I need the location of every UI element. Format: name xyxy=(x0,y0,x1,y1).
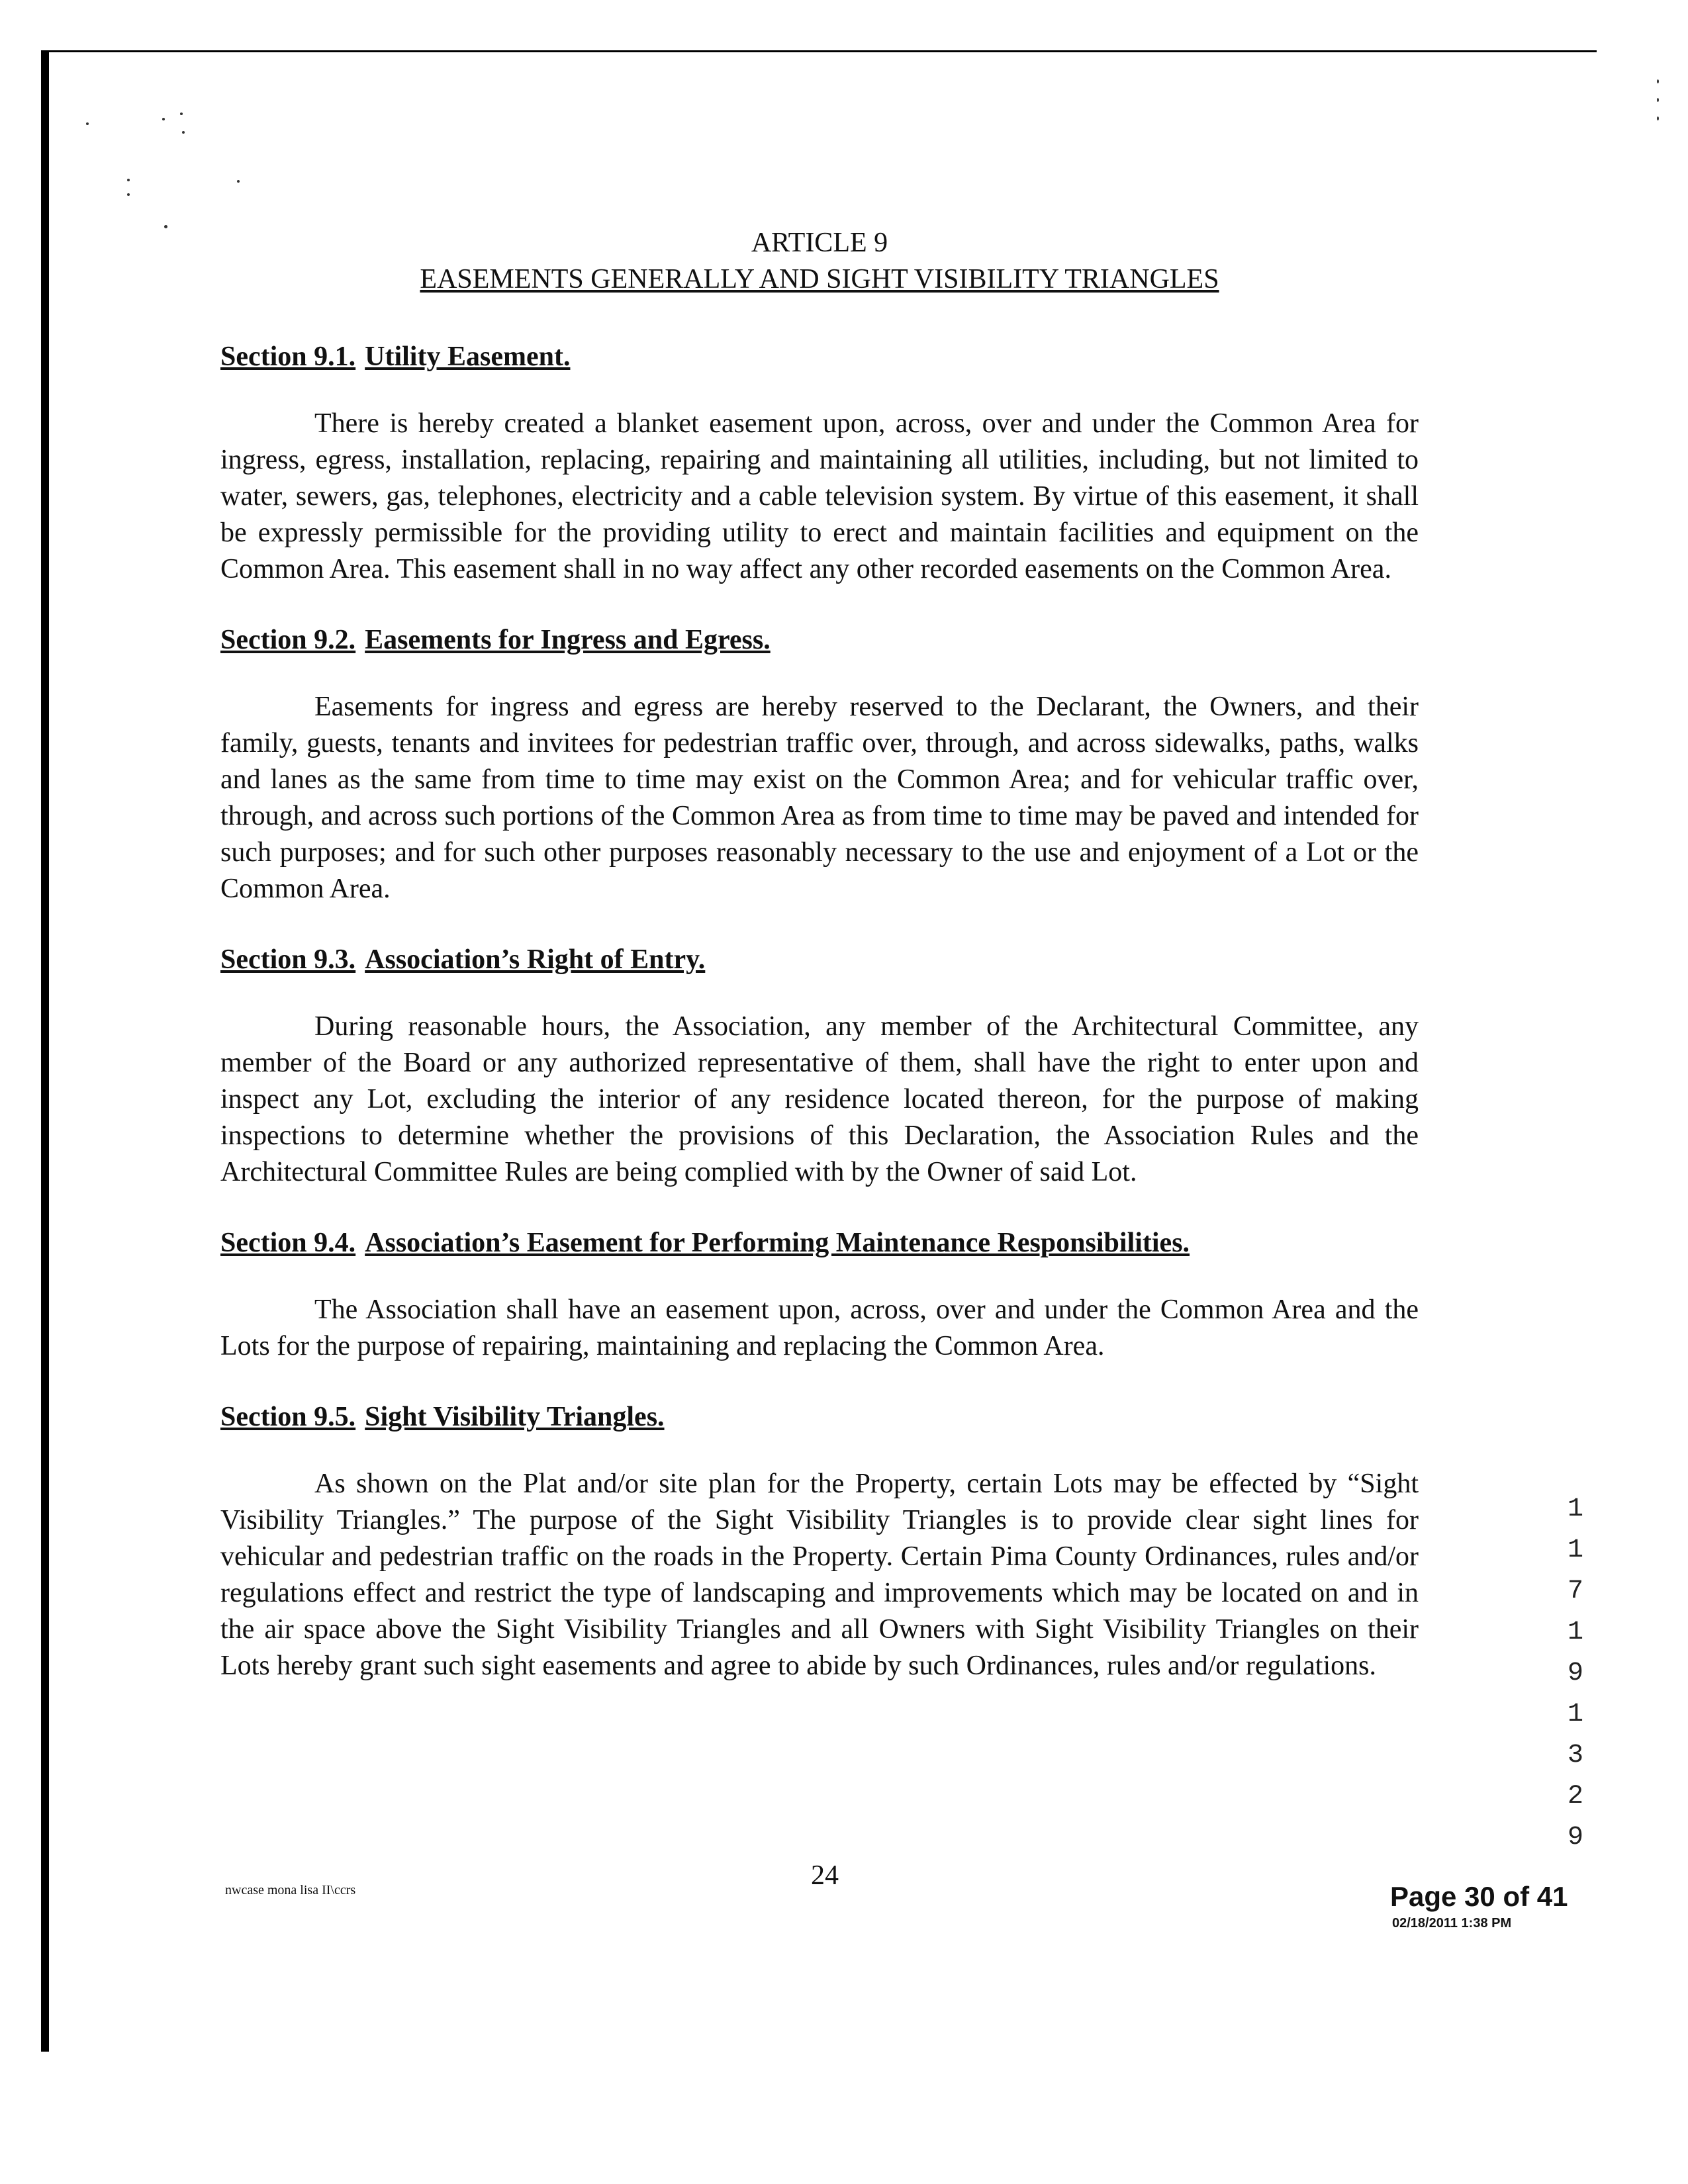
section-number: Section 9.1. xyxy=(220,341,356,372)
scan-speck xyxy=(237,180,240,183)
recorder-timestamp: 02/18/2011 1:38 PM xyxy=(1392,1916,1512,1931)
recorder-page-label: Page 30 of 41 xyxy=(1390,1881,1568,1912)
article-title: EASEMENTS GENERALLY AND SIGHT VISIBILITY TRIANGLES xyxy=(420,264,1219,295)
section-heading xyxy=(220,1399,1419,1435)
scan-speck xyxy=(86,122,89,125)
section-heading xyxy=(220,942,1419,978)
section-heading xyxy=(220,1225,1419,1261)
footer-file-reference: nwcase mona lisa II\ccrs xyxy=(225,1883,356,1897)
document-body xyxy=(220,225,1419,1719)
section-body: There is hereby created a blanket easement upon, across, over and under the Common Area for ingress, egress, installation, replacing, repairing and maintaining all utilities, including, but not limited to water, sewers, gas, telephones, electricity and a cable television system. By virtue of this easement, it shall be expressly permissible for the providing utility to erect and maintain facilities and equipment on the Common Area. This easement shall in no way affect any other recorded easements on the Common Area. xyxy=(220,408,1419,584)
section-9-2 xyxy=(220,622,1419,907)
section-9-1 xyxy=(220,339,1419,588)
scan-speck xyxy=(1657,116,1659,120)
section-9-5 xyxy=(220,1399,1419,1684)
section-body: Easements for ingress and egress are hereby reserved to the Declarant, the Owners, and their family, guests, tenants and invitees for pedestrian traffic over, through, and across sidewalks, paths, walks and lanes as the same from time to time may exist on the Common Area; and for vehicular traffic over, through, and across such portions of the Common Area as from time to time may be paved and intended for such purposes; and for such other purposes reasonably necessary to the use and enjoyment of a Lot or the Common Area. xyxy=(220,692,1419,904)
section-title: Association’s Easement for Performing Maintenance Responsibilities. xyxy=(365,1228,1190,1258)
section-heading xyxy=(220,622,1419,659)
section-9-4 xyxy=(220,1225,1419,1365)
section-number: Section 9.4. xyxy=(220,1228,356,1258)
article-number: ARTICLE 9 xyxy=(751,228,888,258)
section-number: Section 9.2. xyxy=(220,625,356,655)
scan-speck xyxy=(127,193,130,196)
section-number: Section 9.5. xyxy=(220,1402,356,1432)
section-title: Utility Easement. xyxy=(365,341,571,372)
section-heading xyxy=(220,339,1419,375)
scan-speck xyxy=(164,225,167,228)
scan-speck xyxy=(180,113,183,115)
scan-top-border xyxy=(41,50,1597,52)
recording-margin-number: 11719 1329 xyxy=(1567,1494,1583,1852)
scan-left-border xyxy=(41,50,49,2052)
scan-speck xyxy=(182,131,185,134)
section-title: Sight Visibility Triangles. xyxy=(365,1402,665,1432)
section-9-3 xyxy=(220,942,1419,1191)
scan-speck xyxy=(127,179,130,181)
section-number: Section 9.3. xyxy=(220,944,356,975)
section-title: Easements for Ingress and Egress. xyxy=(365,625,771,655)
section-title: Association’s Right of Entry. xyxy=(365,944,706,975)
section-body: The Association shall have an easement upon, across, over and under the Common Area and the Lots for the purpose of repairing, maintaining and replacing the Common Area. xyxy=(220,1295,1419,1361)
section-body: During reasonable hours, the Association, any member of the Architectural Committee, any member of the Board or any authorized representative of them, shall have the right to enter upon and inspect any Lot, excluding the interior of any residence located thereon, for the purpose of making inspections to determine whether the provisions of this Declaration, the Association Rules and the Architectural Committee Rules are being complied with by the Owner of said Lot. xyxy=(220,1011,1419,1187)
footer-page-number: 24 xyxy=(811,1860,839,1891)
scan-speck xyxy=(162,118,165,120)
scan-speck xyxy=(1657,98,1659,102)
scan-speck xyxy=(1657,79,1659,83)
section-body: As shown on the Plat and/or site plan for the Property, certain Lots may be effected by “Sight Visibility Triangles.” The purpose of the Sight Visibility Triangles is to provide clear sight lines for vehicular and pedestrian traffic on the roads in the Property. Certain Pima County Ordinances, rules and/or regulations effect and restrict the type of landscaping and improvements which may be located on and in the air space above the Sight Visibility Triangles and all Owners with Sight Visibility Triangles on their Lots hereby grant such sight easements and agree to abide by such Ordinances, rules and/or regulations. xyxy=(220,1469,1419,1681)
